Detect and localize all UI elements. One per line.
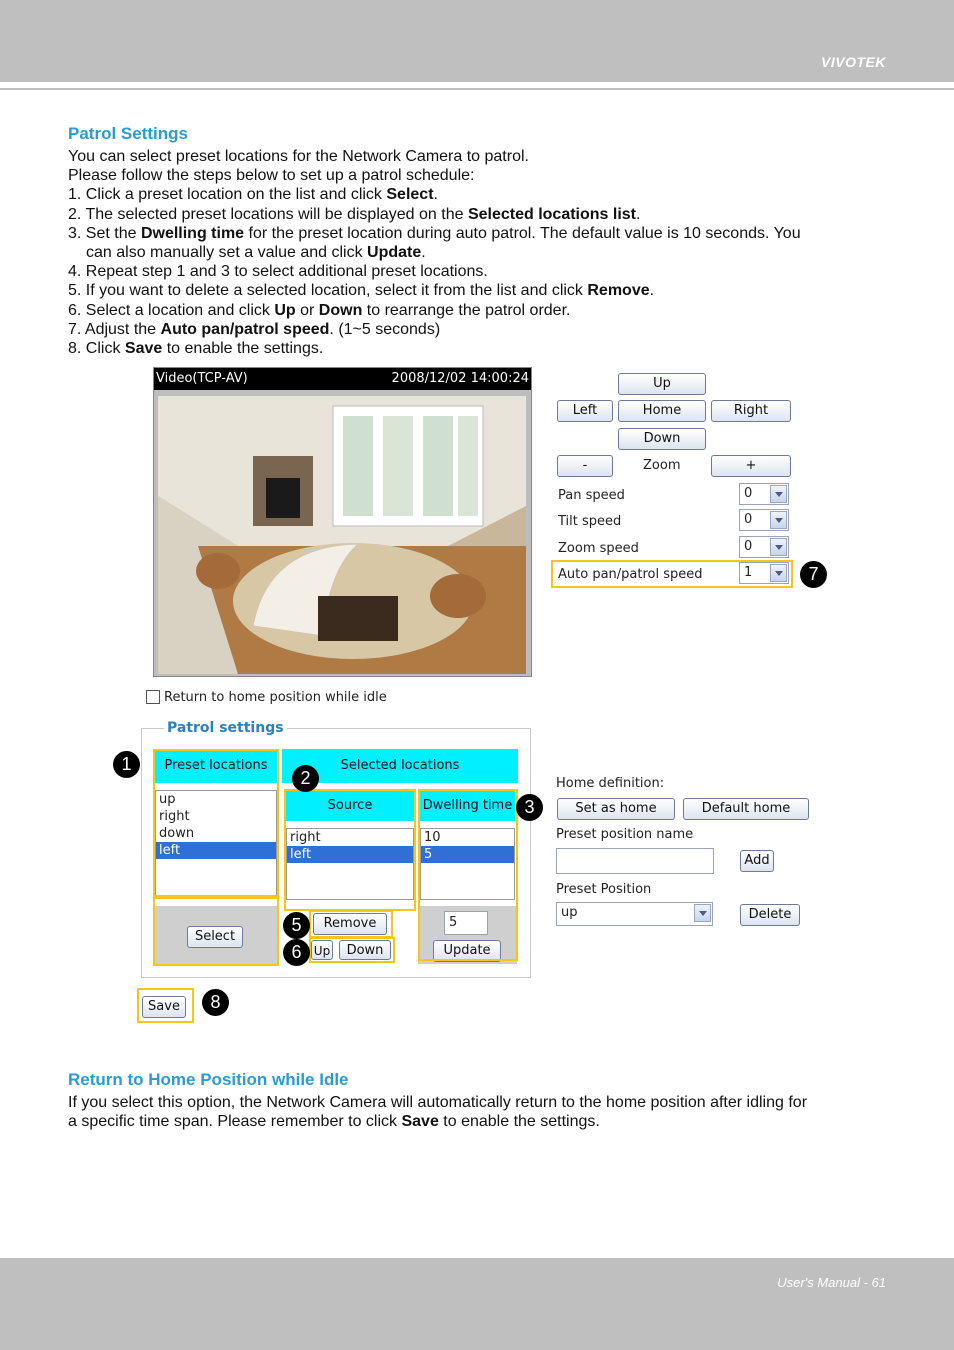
text-run: a specific time span. Please remember to click (68, 1113, 402, 1131)
select-button[interactable]: Select (187, 926, 243, 948)
list-item[interactable]: right (159, 809, 190, 824)
highlight-5 (309, 910, 393, 938)
text-run: to rearrange the patrol order. (362, 301, 571, 319)
chevron-down-icon (770, 485, 787, 503)
chevron-down-icon (694, 904, 711, 922)
text-run: . (636, 205, 641, 223)
video-title-bar (154, 368, 531, 390)
section-title-patrol: Patrol Settings (68, 124, 188, 143)
list-item[interactable]: 10 (424, 830, 441, 845)
move-down-button[interactable]: Down (339, 940, 391, 960)
list-item[interactable]: down (159, 826, 195, 841)
chevron-down-icon (770, 538, 787, 556)
camera-image (158, 396, 526, 674)
dwelling-time-header: Dwelling time (420, 791, 515, 821)
bold-term: Down (318, 301, 363, 319)
auto-patrol-speed-label: Auto pan/patrol speed (558, 567, 703, 582)
page-number: User's Manual - 61 (777, 1275, 886, 1290)
text-run: You can select preset locations for the Network Camera to patrol. (68, 148, 529, 165)
text-run: can also manually set a value and click (86, 244, 368, 262)
bold-term: Selected locations list (467, 205, 637, 223)
up-button[interactable]: Up (618, 373, 706, 395)
list-item-selected[interactable]: left (156, 842, 276, 859)
text-run: 2. The selected preset locations will be displayed on the (68, 205, 468, 223)
auto-patrol-speed-select[interactable]: 1 (739, 562, 789, 584)
highlight-1 (153, 749, 279, 897)
chevron-down-icon (770, 511, 787, 529)
delete-button[interactable]: Delete (740, 904, 800, 926)
bold-term: Save (124, 340, 163, 358)
bold-term: Auto pan/patrol speed (160, 320, 330, 338)
source-header: Source (286, 791, 414, 821)
tilt-speed-select[interactable]: 0 (739, 509, 789, 531)
callout-badge-2: 2 (292, 765, 319, 792)
list-item[interactable]: right (290, 830, 321, 845)
update-button[interactable]: Update (433, 940, 501, 962)
zoom-speed-select[interactable]: 0 (739, 536, 789, 558)
bold-term: Select (386, 186, 434, 204)
text-run: Please follow the steps below to set up a patrol schedule: (68, 167, 475, 185)
text-run: . (1~5 seconds) (329, 320, 441, 338)
bold-term: Save (401, 1113, 439, 1131)
text-run: to enable the settings. (438, 1113, 600, 1131)
text-run: If you select this option, the Network Camera will automatically return to the home position after idling for (68, 1094, 808, 1111)
highlight-3 (418, 789, 518, 961)
list-item-selected[interactable]: 5 (421, 846, 514, 863)
text-run: 1. Click a preset location on the list and click (68, 186, 387, 204)
save-button[interactable]: Save (142, 996, 186, 1018)
zoom-label: Zoom (643, 458, 681, 473)
highlight-2 (284, 789, 416, 911)
selected-locations-header: Selected locations (282, 749, 518, 783)
brand-logo: VIVOTEK (821, 54, 886, 70)
text-run: 4. Repeat step 1 and 3 to select additional preset locations. (68, 263, 488, 281)
callout-badge-8: 8 (202, 989, 229, 1016)
preset-locations-header: Preset locations (155, 749, 277, 783)
callout-badge-3: 3 (516, 794, 543, 821)
text-run: 8. Click (68, 340, 125, 358)
bold-term: Dwelling time (140, 224, 245, 242)
highlight-6 (309, 937, 395, 963)
home-definition-label: Home definition: (556, 776, 665, 791)
text-line (68, 1112, 890, 1131)
callout-badge-5: 5 (283, 912, 310, 939)
remove-button[interactable]: Remove (313, 913, 387, 935)
text-run: to enable the settings. (162, 340, 324, 358)
text-run: for the preset location during auto patrol. The default value is 10 seconds. You (244, 224, 801, 242)
text-run: . (433, 186, 438, 204)
callout-badge-6: 6 (283, 939, 310, 966)
text-line (68, 1093, 890, 1112)
default-home-button[interactable]: Default home (683, 798, 809, 820)
text-run: 3. Set the (68, 224, 141, 242)
bold-term: Update (367, 244, 422, 262)
preset-position-label: Preset Position (556, 882, 652, 897)
right-button[interactable]: Right (711, 400, 791, 422)
pan-speed-label: Pan speed (558, 488, 625, 503)
zoom-in-button[interactable]: + (711, 455, 791, 477)
text-run: . (421, 244, 426, 262)
highlight-8 (137, 988, 194, 1023)
list-item-selected[interactable]: left (287, 846, 413, 863)
preset-position-select[interactable]: up (556, 902, 713, 926)
video-label: Video(TCP-AV) (156, 371, 248, 386)
text-run: 6. Select a location and click (68, 301, 275, 319)
video-timestamp: 2008/12/02 14:00:24 (391, 371, 529, 386)
text-run: 5. If you want to delete a selected location, select it from the list and click (68, 282, 588, 300)
bold-term: Remove (587, 282, 650, 300)
list-item[interactable]: up (159, 792, 176, 807)
callout-badge-1: 1 (113, 751, 140, 778)
return-home-description (68, 1093, 890, 1131)
preset-name-input[interactable] (556, 848, 714, 874)
set-as-home-button[interactable]: Set as home (557, 798, 675, 820)
down-button[interactable]: Down (618, 428, 706, 450)
highlight-1b (153, 897, 279, 966)
text-run: 7. Adjust the (68, 320, 161, 338)
add-button[interactable]: Add (740, 850, 774, 872)
home-button[interactable]: Home (618, 400, 706, 422)
video-viewer (153, 367, 532, 677)
section-title-return-home: Return to Home Position while Idle (68, 1070, 349, 1089)
preset-name-label: Preset position name (556, 827, 694, 842)
move-up-button[interactable]: Up (311, 940, 333, 960)
text-run: or (295, 301, 319, 319)
return-home-checkbox[interactable] (146, 690, 160, 704)
bold-term: Up (274, 301, 296, 319)
return-home-label: Return to home position while idle (164, 690, 387, 705)
zoom-speed-label: Zoom speed (558, 541, 639, 556)
text-run: . (649, 282, 655, 300)
zoom-out-button[interactable]: - (557, 455, 613, 477)
page-footer (0, 1258, 954, 1350)
callout-badge-7: 7 (800, 561, 827, 588)
tilt-speed-label: Tilt speed (558, 514, 622, 529)
pan-speed-select[interactable]: 0 (739, 483, 789, 505)
left-button[interactable]: Left (557, 400, 613, 422)
highlight-7 (551, 560, 793, 588)
patrol-settings-legend: Patrol settings (164, 720, 287, 736)
dwell-time-input[interactable]: 5 (444, 911, 488, 935)
